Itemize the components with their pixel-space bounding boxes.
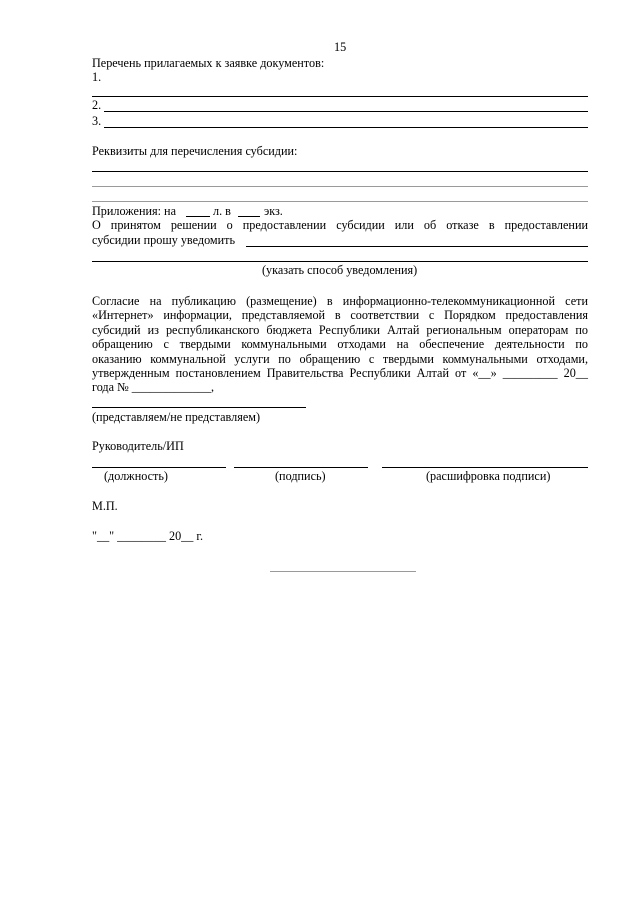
notification-method-line-a[interactable] (246, 246, 588, 247)
consent-line: субсидий из республиканского бюджета Республики Алтай региональным операторам по (92, 322, 588, 337)
attachments-prefix: Приложения: на (92, 204, 176, 218)
document-item-2-label: 2. (92, 98, 102, 112)
decoding-line[interactable] (382, 467, 588, 468)
consent-line: «Интернет» информации, представляемой в соответствии с Порядком предоставления (92, 308, 588, 323)
document-item-2-line[interactable] (104, 111, 588, 112)
notification-text (92, 218, 588, 232)
document-item-1-line[interactable] (92, 96, 588, 97)
requisites-line-3[interactable] (92, 201, 588, 202)
consent-caption: (представляем/не представляем) (92, 410, 261, 424)
attachments-suffix: экз. (264, 204, 283, 218)
document-item-3-label: 3. (92, 114, 102, 128)
attachments-copies-blank[interactable] (238, 216, 260, 217)
stamp-label: М.П. (92, 499, 118, 513)
consent-choice-line[interactable] (92, 407, 306, 408)
documents-heading: Перечень прилагаемых к заявке документов: (92, 56, 325, 70)
attachments-pages-blank[interactable] (186, 216, 210, 217)
consent-line: Согласие на публикацию (размещение) в информационно-телекоммуникационной сети (92, 294, 588, 308)
signature-caption: (подпись) (275, 469, 326, 483)
consent-line: оказанию коммунальной услуги по обращению с твердыми коммунальными отходами, (92, 351, 588, 366)
requisites-line-2[interactable] (92, 186, 588, 187)
attachments-mid: л. в (213, 204, 231, 218)
consent-line: обращению с твердыми коммунальными отходами на обеспечение деятельности по (92, 337, 588, 352)
page-number: 15 (334, 40, 347, 54)
date-field[interactable]: "__" ________ 20__ г. (92, 529, 204, 543)
signature-role: Руководитель/ИП (92, 439, 184, 453)
position-line[interactable] (92, 467, 226, 468)
notification-line-2: субсидии прошу уведомить (92, 233, 236, 247)
notification-line-1: О принятом решении о предоставлении субсидии или об отказе в предоставлении (92, 218, 588, 232)
position-caption: (должность) (104, 469, 168, 483)
signature-line[interactable] (234, 467, 368, 468)
requisites-line-1[interactable] (92, 171, 588, 172)
decoding-caption: (расшифровка подписи) (426, 469, 551, 483)
notification-caption: (указать способ уведомления) (262, 263, 418, 277)
consent-line: года № _____________, (92, 380, 215, 395)
notification-method-line-b[interactable] (92, 261, 588, 262)
requisites-heading: Реквизиты для перечисления субсидии: (92, 144, 298, 158)
document-item-3-line[interactable] (104, 127, 588, 128)
footer-divider (270, 571, 416, 572)
consent-text (92, 294, 588, 395)
consent-line: утвержденным постановлением Правительства Республики Алтай от «__» _________ 20__ (92, 366, 588, 381)
document-item-1-label: 1. (92, 70, 102, 84)
